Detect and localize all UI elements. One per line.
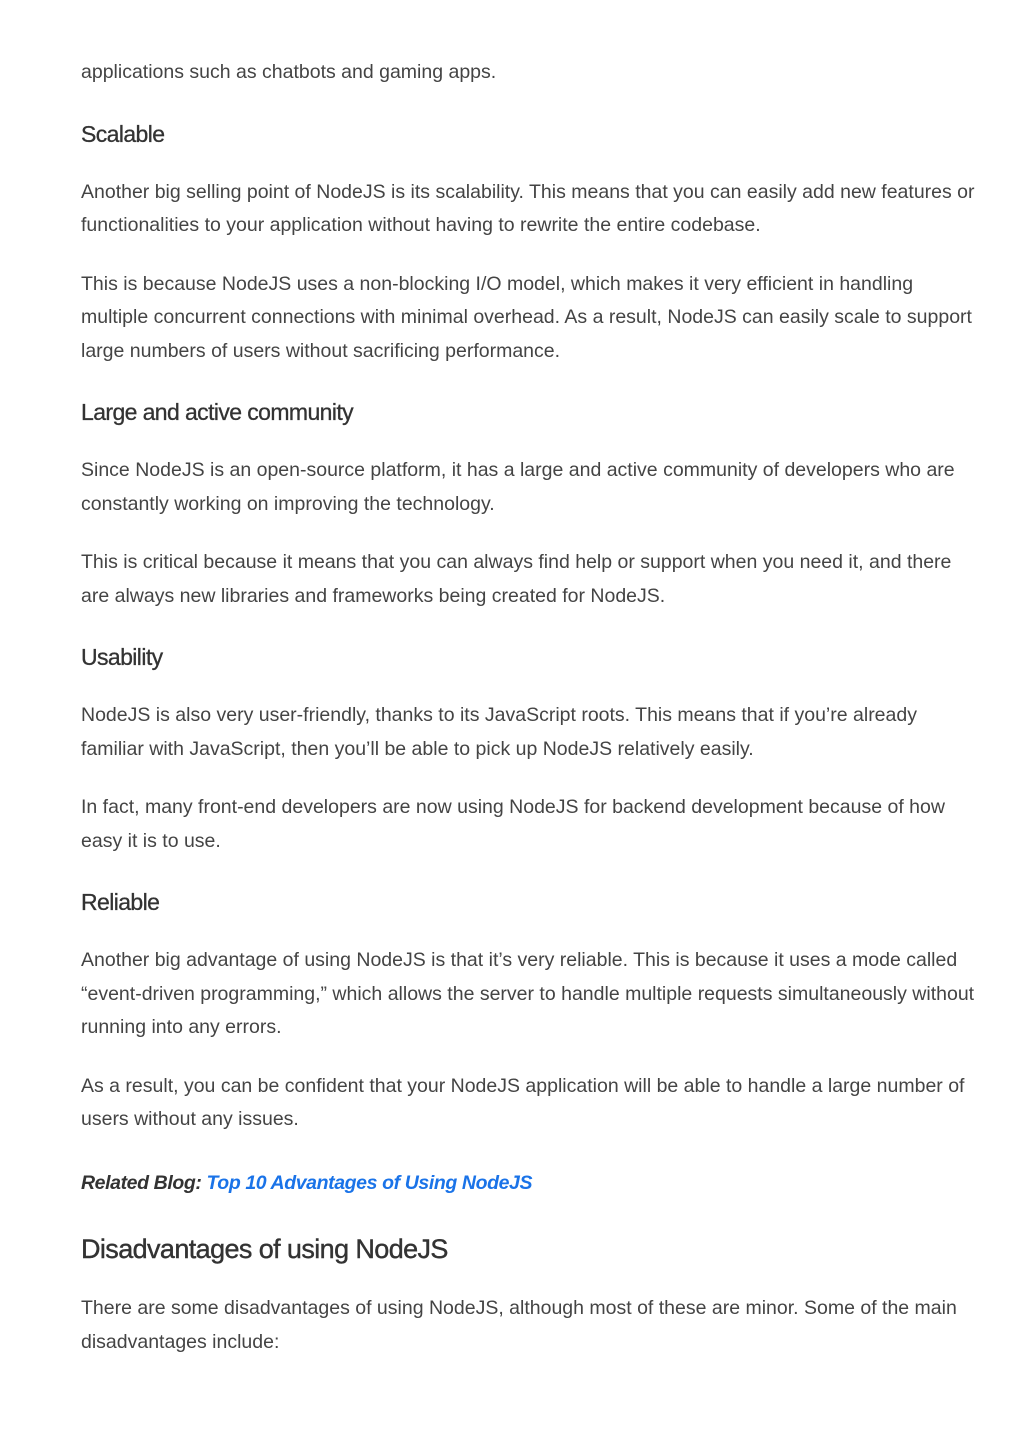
related-blog-label: Related Blog: bbox=[81, 1171, 202, 1194]
paragraph: There are some disadvantages of using NodeJS, although most of these are minor. Some of the main disadvantages include: bbox=[81, 1297, 957, 1353]
paragraph: Another big selling point of NodeJS is its scalability. This means that you can easily add new features or functionalities to your application without having to rewrite the entire codebase. bbox=[81, 180, 975, 236]
paragraph: This is because NodeJS uses a non-blocking I/O model, which makes it very efficient in handling multiple concurrent connections with minimal overhead. As a result, NodeJS can easily scale to support large numbers of users without sacrificing performance. bbox=[81, 272, 972, 362]
paragraph: This is critical because it means that you can always find help or support when you need it, and there are always new libraries and frameworks being created for NodeJS. bbox=[81, 551, 952, 607]
section-heading-usability: Usability bbox=[81, 644, 163, 670]
section-heading-community: Large and active community bbox=[81, 399, 354, 425]
article-body bbox=[81, 56, 981, 1384]
paragraph: NodeJS is also very user-friendly, thanks to its JavaScript roots. This means that if you’re already familiar with JavaScript, then you’ll be able to pick up NodeJS relatively easily. bbox=[81, 704, 917, 760]
paragraph: In fact, many front-end developers are now using NodeJS for backend development because of how easy it is to use. bbox=[81, 796, 945, 852]
section-heading-reliable: Reliable bbox=[81, 889, 160, 915]
disadvantages-heading: Disadvantages of using NodeJS bbox=[81, 1234, 448, 1264]
paragraph: As a result, you can be confident that your NodeJS application will be able to handle a large number of users without any issues. bbox=[81, 1074, 965, 1130]
related-blog-link[interactable]: Top 10 Advantages of Using NodeJS bbox=[206, 1171, 533, 1194]
paragraph: Another big advantage of using NodeJS is that it’s very reliable. This is because it uses a mode called “event-driven programming,” which allows the server to handle multiple requests simultaneously without running into any errors. bbox=[81, 949, 975, 1038]
paragraph: Since NodeJS is an open-source platform, it has a large and active community of developers who are constantly working on improving the technology. bbox=[81, 459, 955, 515]
section-heading-scalable: Scalable bbox=[81, 120, 165, 147]
related-blog bbox=[81, 1167, 981, 1201]
paragraph: applications such as chatbots and gaming apps. bbox=[81, 61, 497, 83]
